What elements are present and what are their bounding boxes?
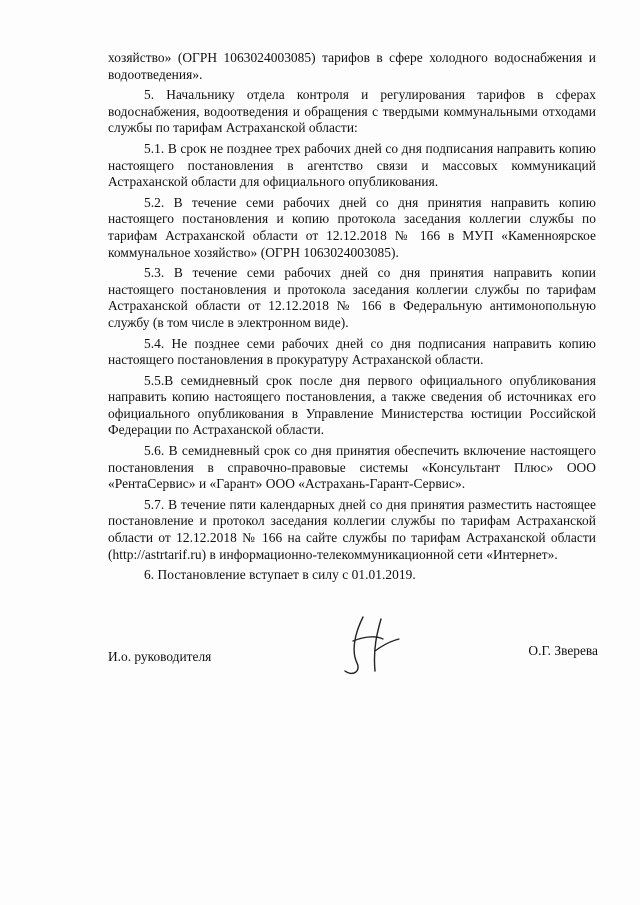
paragraph-item-5-6: 5.6. В семидневный срок со дня принятия обеспечить включение настоящего постановления в справочно-правовые системы «Консультант Плюс» ООО «РентаСервис» и «Гарант» ООО «Астрахань-Гарант-Сервис».	[108, 443, 596, 492]
paragraph-item-5: 5. Начальнику отдела контроля и регулирования тарифов в сферах водоснабжения, водоотведения и обращения с твердыми коммунальными отходами службы по тарифам Астраханской области:	[108, 87, 596, 136]
paragraph-item-5-7: 5.7. В течение пяти календарных дней со дня принятия разместить настоящее постановление и протокол заседания коллегии службы по тарифам Астраханской области от 12.12.2018 № 166 на сайте службы по тарифам Астраханской области (http://astrtarif.ru) в информационно-телекоммуникационной сети «Интернет».	[108, 496, 596, 562]
paragraph-continuation: хозяйство» (ОГРН 1063024003085) тарифов в сфере холодного водоснабжения и водоотведения».	[108, 50, 596, 82]
signature-block	[108, 641, 598, 681]
paragraph-item-5-1: 5.1. В срок не позднее трех рабочих дней со дня подписания направить копию настоящего постановления в агентство связи и массовых коммуникаций Астраханской области для официального опубликования.	[108, 140, 596, 190]
paragraph-item-5-5: 5.5.В семидневный срок после дня первого официального опубликования направить копию настоящего постановления, а также сведения об источниках его официального опубликования в Управление Министерства юстиции Российской Федерации по Астраханской области.	[108, 372, 596, 438]
signatory-title: И.о. руководителя	[108, 649, 212, 664]
paragraph-item-5-2: 5.2. В течение семи рабочих дней со дня принятия направить копию настоящего постановления и копию протокола заседания коллегии службы по тарифам Астраханской области от 12.12.2018 № 166 в МУП «Каменноярское коммунальное хозяйство» (ОГРН 1063024003085).	[108, 194, 596, 260]
signatory-name: О.Г. Зверева	[528, 643, 598, 658]
document-body	[108, 50, 596, 588]
paragraph-item-6: 6. Постановление вступает в силу с 01.01.2019.	[144, 567, 416, 583]
paragraph-item-5-3: 5.3. В течение семи рабочих дней со дня принятия направить копии настоящего постановления и протокола заседания коллегии службы по тарифам Астраханской области от 12.12.2018 № 166 в Федеральную антимонопольную службу (в том числе в электронном виде).	[108, 265, 596, 330]
paragraph-item-5-4: 5.4. Не позднее семи рабочих дней со дня подписания направить копию настоящего постановления в прокуратуру Астраханской области.	[108, 335, 596, 368]
handwritten-signature-icon	[333, 611, 413, 681]
